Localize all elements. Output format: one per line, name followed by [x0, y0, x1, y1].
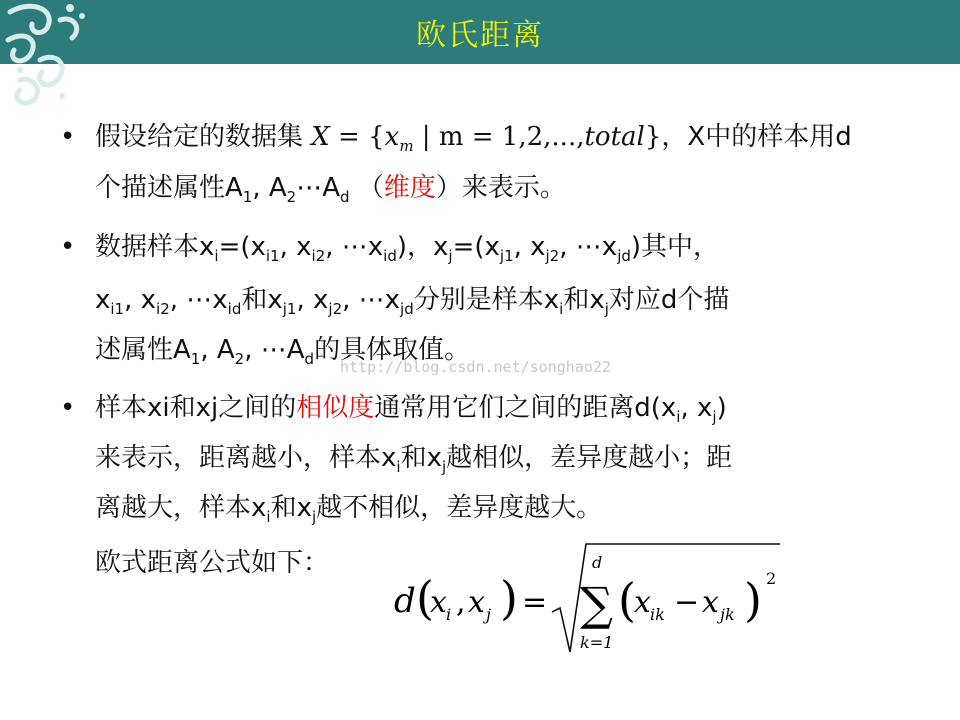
formula-ik: ik: [650, 605, 665, 624]
formula-paren-close: ): [500, 571, 518, 625]
watermark: http://blog.csdn.net/songhao22: [340, 358, 611, 376]
formula-sum: ∑: [580, 577, 613, 631]
slide-title: 欧氏距离: [416, 18, 544, 53]
formula-power: 2: [766, 569, 777, 588]
euclidean-formula: [380, 540, 790, 660]
formula-x: x: [634, 585, 651, 620]
formula-label: 欧式距离公式如下：: [95, 548, 330, 578]
formula-lower: k=1: [580, 633, 614, 652]
bullet1-line2: 个描述属性$A_1$, $A_2\cdots A_d$ （维度）来表示。: [95, 173, 566, 206]
bullet2-line3: 述属性$A_1$, $A_2$, $\cdots A_d$的具体取值。: [95, 335, 471, 368]
bullet-dot: •: [60, 393, 76, 423]
bullet1-line1: 假设给定的数据集 $X = \{x_m$ | m = 1,2,...,total}，X中的样本用d: [95, 122, 852, 155]
bullet3-line1: 样本xi和xj之间的相似度通常用它们之间的距离$d(x_i$, $x_j$): [95, 393, 727, 426]
formula-jk: jk: [720, 605, 735, 624]
formula-i: i: [446, 605, 452, 624]
formula-upper: d: [592, 553, 603, 572]
bullet2-line2: $x_{i1}$, $x_{i2}$, $\cdots x_{id}$和$x_{j1}$, $x_{j2}$, $\cdots x_{jd}$分别是样本$x_i$和$x_j$对应d个描: [95, 285, 730, 318]
bullet-dot: •: [60, 122, 76, 152]
bullet3-line3: 离越大，样本$x_i$和$x_j$越不相似，差异度越大。: [95, 493, 603, 526]
formula-x: x: [468, 585, 485, 620]
formula-paren-open: (: [618, 573, 636, 627]
bullet2-line1: 数据样本$x_i=(x_{i1}$, $x_{i2}$, $\cdots x_{id}$)，$x_j=(x_{j1}$, $x_{j2}$, $\cdots x_{jd}$)其中，: [95, 232, 720, 265]
formula-x: x: [430, 585, 447, 620]
dimension-highlight: 维度: [383, 173, 436, 203]
formula-minus: −: [674, 585, 700, 620]
formula-paren-open: (: [416, 571, 434, 625]
formula-j: j: [486, 605, 491, 624]
formula-comma: ,: [456, 585, 466, 620]
bullet3-line2: 来表示，距离越小，样本$x_i$和$x_j$越相似，差异度越小；距: [95, 443, 733, 476]
formula-paren-close: ): [744, 573, 762, 627]
bullet-dot: •: [60, 232, 76, 262]
formula-equals: =: [522, 585, 548, 620]
formula-x: x: [702, 585, 719, 620]
similarity-highlight: 相似度: [296, 393, 375, 423]
formula-d: d: [394, 581, 416, 621]
